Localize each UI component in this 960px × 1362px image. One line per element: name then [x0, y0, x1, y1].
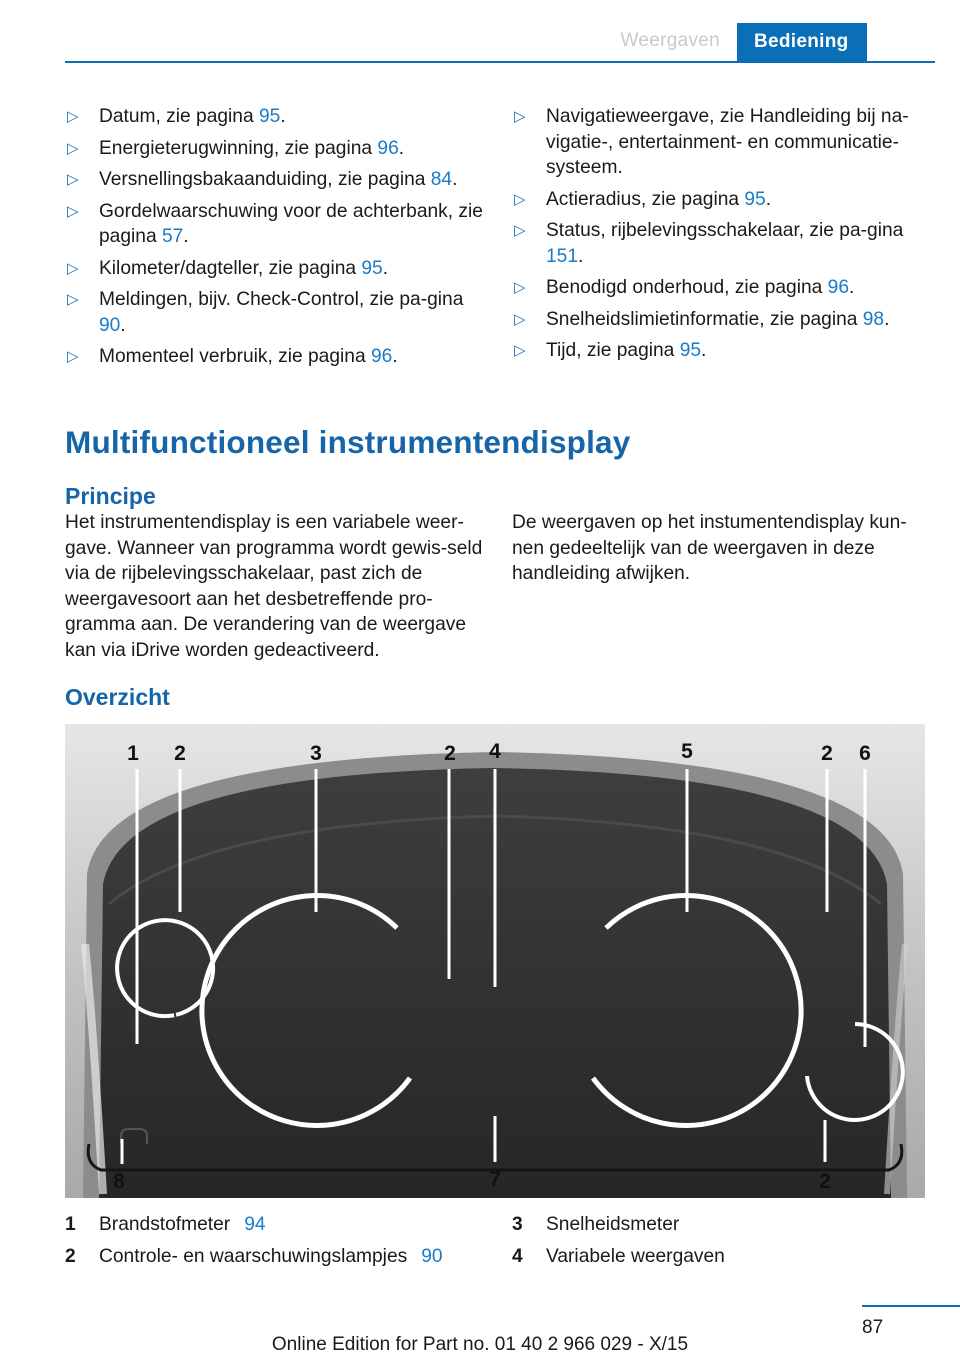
page-reference-link[interactable]: 95 [744, 188, 766, 210]
footer-edition: Online Edition for Part no. 01 40 2 966 029 - X/15 [271, 1334, 689, 1355]
overzicht-heading: Overzicht [65, 684, 170, 710]
header-chapter-tab: Bediening [737, 23, 867, 63]
bullet-item [65, 344, 485, 370]
legend-item [65, 1212, 495, 1244]
bullet-triangle-icon: ▷ [67, 171, 79, 188]
principe-heading: Principe [65, 483, 156, 509]
right-bullet-column [512, 104, 932, 370]
bullet-item [512, 104, 932, 181]
bullet-triangle-icon: ▷ [514, 190, 526, 208]
page-reference-link[interactable]: 90 [99, 314, 121, 336]
page-reference-link[interactable]: 95 [258, 106, 281, 127]
bullet-triangle-icon: ▷ [67, 291, 79, 308]
bullet-text: Versnellingsbakaanduiding, zie pagina [99, 169, 431, 190]
bullet-triangle-icon: ▷ [514, 279, 526, 296]
bullet-item [65, 167, 485, 193]
bullet-text: Actieradius, zie pagina [546, 188, 745, 210]
bullet-text: Kilometer/dagteller, zie pagina [99, 257, 362, 279]
bullet-item [65, 199, 485, 250]
bullet-punctuation: . [398, 137, 405, 159]
callout-7: 7 [489, 1168, 501, 1191]
callout-2d: 2 [819, 1170, 831, 1193]
legend-page-ref[interactable]: 90 [421, 1246, 443, 1267]
page-reference-link[interactable]: 96 [377, 137, 399, 159]
legend-number: 3 [512, 1214, 523, 1235]
page-reference-link[interactable]: 95 [361, 257, 383, 279]
callout-5: 5 [681, 740, 693, 763]
header-rule [65, 61, 935, 63]
legend-page-ref[interactable]: 94 [244, 1214, 266, 1235]
page-reference-link[interactable]: 151 [546, 245, 579, 267]
bullet-triangle-icon: ▷ [67, 348, 79, 365]
legend-left [65, 1212, 495, 1276]
page-reference-link[interactable]: 57 [161, 226, 184, 247]
bullet-triangle-icon: ▷ [514, 222, 526, 239]
bullet-triangle-icon: ▷ [514, 108, 526, 125]
legend-number: 1 [65, 1214, 76, 1235]
bullet-item [65, 136, 485, 162]
callout-1: 1 [127, 742, 139, 765]
bullet-text: Navigatieweergave, zie Handleiding bij na‐vigatie-, entertainment- en communicatie‐systeem. [546, 106, 909, 178]
bullet-triangle-icon: ▷ [67, 259, 79, 277]
bullet-item [65, 287, 485, 338]
principe-right-text: De weergaven op het instumentendisplay kun‐nen gedeeltelijk van de weergaven in deze handleiding afwijken. [512, 512, 907, 584]
callout-8: 8 [113, 1170, 125, 1193]
left-bullet-column [65, 104, 485, 376]
bullet-punctuation: . [392, 346, 398, 367]
bullet-text: Datum, zie pagina [99, 106, 259, 127]
bullet-item [512, 338, 932, 364]
bullet-text: Snelheidslimietinformatie, zie pagina [546, 308, 863, 330]
legend-number: 2 [65, 1246, 76, 1267]
bullet-item [65, 256, 485, 282]
bullet-text: Energieterugwinning, zie pagina [99, 137, 378, 159]
principe-left-text: Het instrumentendisplay is een variabele weer‐gave. Wanneer van programma wordt gewis‐seld via de rijbelevingsschakelaar, past zich de weergavesoort aan het desbetreffende pro‐gramma aan. De verandering van de weergave kan via iDrive worden gedeactiveerd. [65, 512, 483, 661]
right-bullet-list [512, 104, 932, 364]
bullet-item [512, 218, 932, 269]
bullet-punctuation: . [452, 169, 458, 190]
section-title: Multifunctioneel instrumentendisplay [65, 424, 631, 460]
bullet-item [512, 275, 932, 301]
legend-label: Snelheidsmeter [546, 1214, 680, 1235]
bullet-punctuation: . [183, 226, 189, 247]
legend-label: Variabele weergaven [546, 1246, 725, 1267]
legend-item [512, 1244, 932, 1276]
bullet-triangle-icon: ▷ [67, 108, 79, 125]
bullet-triangle-icon: ▷ [514, 342, 526, 359]
bullet-punctuation: . [120, 314, 126, 336]
bullet-punctuation: . [382, 257, 389, 279]
legend-number: 4 [512, 1246, 523, 1267]
callout-3: 3 [310, 742, 322, 765]
bullet-text: Tijd, zie pagina [546, 340, 680, 361]
legend-item [512, 1212, 932, 1244]
page-reference-link[interactable]: 95 [679, 340, 702, 361]
legend-right [512, 1212, 932, 1276]
bullet-text: Meldingen, bijv. Check-Control, zie pa‐gina [99, 289, 464, 310]
instrument-cluster-figure [65, 724, 925, 1198]
bullet-punctuation: . [884, 308, 890, 330]
callout-2a: 2 [174, 742, 186, 765]
bullet-triangle-icon: ▷ [514, 310, 526, 328]
bullet-item [512, 187, 932, 213]
callout-6: 6 [859, 742, 871, 765]
bullet-text: Gordelwaarschuwing voor de achterbank, zie pagina [99, 200, 483, 247]
callout-4: 4 [489, 740, 501, 763]
legend-label: Brandstofmeter [99, 1214, 231, 1235]
legend-label: Controle- en waarschuwingslampjes [99, 1246, 408, 1267]
bullet-punctuation: . [578, 245, 584, 267]
page-number: 87 [862, 1317, 884, 1338]
bullet-punctuation: . [280, 106, 286, 127]
bullet-text: Benodigd onderhoud, zie pagina [546, 277, 828, 298]
bullet-item [512, 307, 932, 333]
left-bullet-list [65, 104, 485, 370]
header-section-label: Weergaven [620, 30, 720, 51]
page-reference-link[interactable]: 84 [430, 169, 453, 190]
bullet-punctuation: . [849, 277, 855, 298]
legend-item [65, 1244, 495, 1276]
instrument-cluster-illustration [65, 724, 925, 1198]
bullet-text: Status, rijbelevingsschakelaar, zie pa‐gina [546, 220, 904, 241]
callout-2c: 2 [821, 742, 833, 765]
page-reference-link[interactable]: 96 [370, 346, 393, 367]
callout-2b: 2 [444, 742, 456, 765]
page-reference-link[interactable]: 98 [862, 308, 885, 330]
page-reference-link[interactable]: 96 [827, 277, 849, 298]
bullet-punctuation: . [701, 340, 707, 361]
footer-rule [862, 1305, 960, 1307]
bullet-text: Momenteel verbruik, zie pagina [99, 346, 371, 367]
bullet-triangle-icon: ▷ [67, 139, 79, 157]
bullet-item [65, 104, 485, 130]
bullet-punctuation: . [765, 188, 772, 210]
bullet-triangle-icon: ▷ [67, 202, 79, 220]
